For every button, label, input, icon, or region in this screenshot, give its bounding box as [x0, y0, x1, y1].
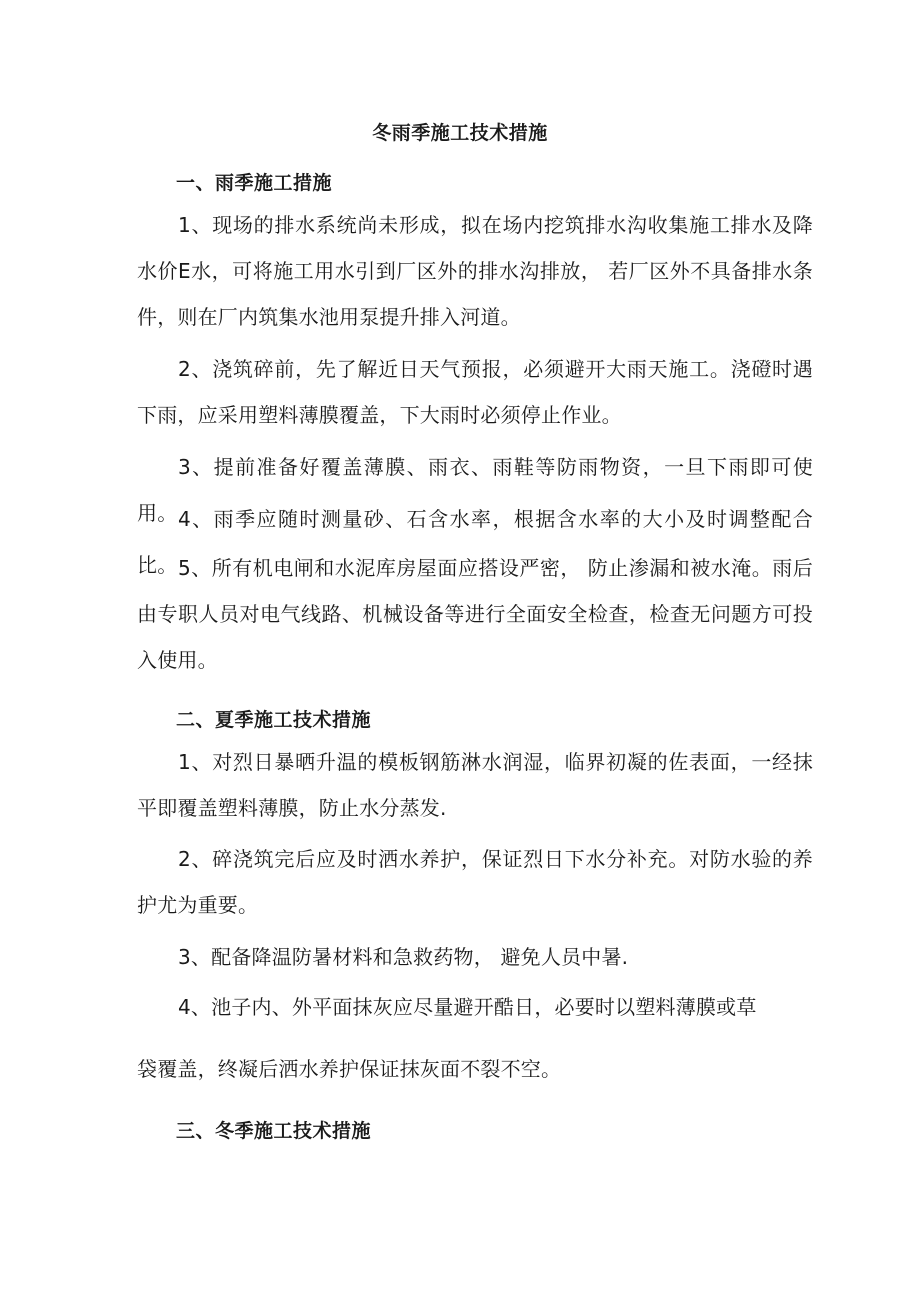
paragraph: 2、浇筑碎前，先了解近日天气预报，必须避开大雨天施工。浇磴时遇下雨，应采用塑料薄膜覆盖，下大雨时必须停止作业。: [137, 357, 813, 427]
document-title: 冬雨季施工技术措施: [372, 122, 548, 144]
paragraph: 3、配备降温防暑材料和急救药物， 避免人员中暑.: [178, 945, 629, 969]
paragraph: 2、碎浇筑完后应及时洒水养护，保证烈日下水分补充。对防水验的养护尤为重要。: [137, 847, 813, 917]
paragraph-continuation: 袋覆盖，终凝后洒水养护保证抹灰面不裂不空。: [137, 1057, 562, 1081]
section-heading-rainy: 一、雨季施工措施: [176, 172, 333, 194]
section-heading-winter: 三、冬季施工技术措施: [176, 1120, 372, 1142]
paragraph: 4、池子内、外平面抹灰应尽量避开酷日，必要时以塑料薄膜或草: [178, 995, 757, 1019]
paragraph: 1、对烈日暴晒升温的模板钢筋淋水润湿，临界初凝的佐表面，一经抹平即覆盖塑料薄膜，防止水分蒸发.: [137, 750, 813, 820]
paragraph: 4、雨季应随时测量砂、石含水率，根据含水率的大小及时调整配合比。: [137, 507, 813, 577]
paragraph: 3、提前准备好覆盖薄膜、雨衣、雨鞋等防雨物资，一旦下雨即可使用。: [137, 455, 813, 525]
paragraph: 5、所有机电闸和水泥库房屋面应搭设严密， 防止渗漏和被水淹。雨后由专职人员对电气线路、机械设备等进行全面安全检查，检查无问题方可投入使用。: [137, 556, 813, 672]
section-heading-summer: 二、夏季施工技术措施: [176, 709, 372, 731]
paragraph: 1、现场的排水系统尚未形成，拟在场内挖筑排水沟收集施工排水及降水价E水，可将施工用水引到厂区外的排水沟排放， 若厂区外不具备排水条件，则在厂内筑集水池用泵提升排入河道。: [137, 213, 813, 329]
